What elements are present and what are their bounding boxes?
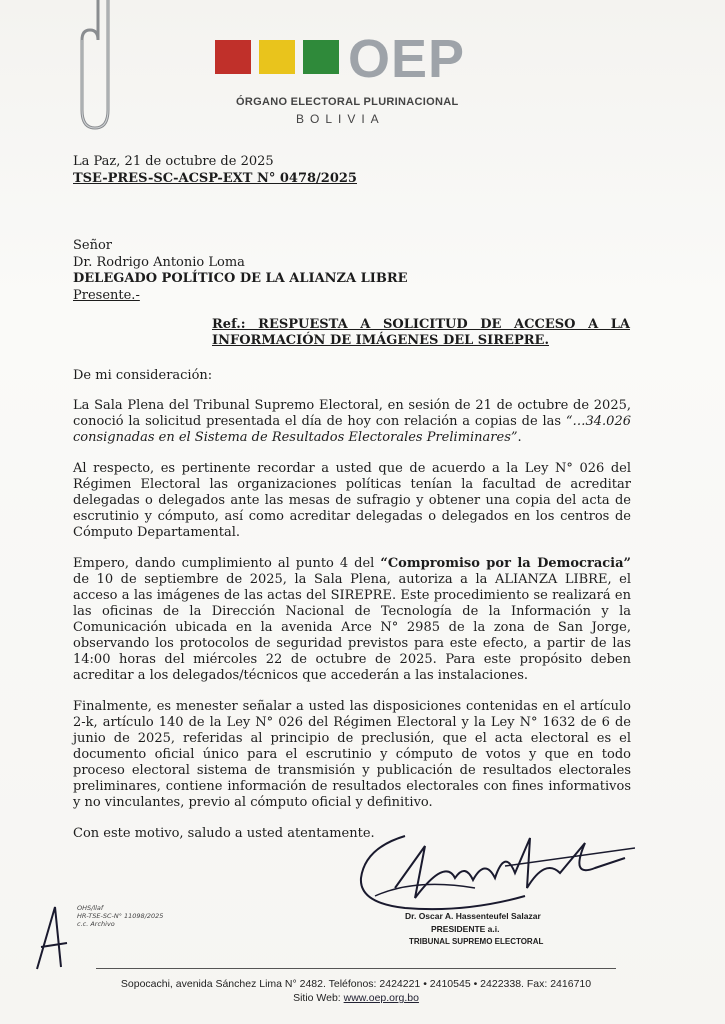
subject-reference [212, 317, 630, 349]
paper-clip-icon [78, 0, 124, 132]
recipient-name: Dr. Rodrigo Antonio Loma [73, 255, 245, 270]
greeting: De mi consideración: [73, 368, 213, 383]
signatory-role: PRESIDENTE a.i. [431, 924, 500, 934]
presente-label: Presente.- [73, 288, 140, 303]
logo-green-square [303, 40, 339, 74]
oep-logo [215, 29, 505, 89]
logo-yellow-square [259, 40, 295, 74]
handwritten-signature [355, 818, 635, 918]
paragraph-3-text: Empero, dando cumplimiento al punto 4 del [73, 556, 381, 571]
salutation-title: Señor [73, 238, 113, 253]
website-link[interactable]: www.oep.org.bo [343, 992, 419, 1004]
cc-ref: c.c. Archivo [77, 920, 115, 928]
paragraph-4: Finalmente, es menester señalar a usted las disposiciones contenidas en el artículo 2-k, artículo 140 de la Ley N° 026 del Régimen Electoral y la Ley N° 1632 de 6 de junio de 2025, referidas al principio de preclusión, que el acta electoral es el documento oficial único para el escrutinio y cómputo de votos y que en todo proceso electoral sistema de transmisión y publicación de resultados electorales preliminares, contiene información de resultados electorales con fines informativos y no vinculantes, previo al cómputo oficial y definitivo. [73, 699, 631, 810]
website-label: Sitio Web: [293, 992, 344, 1004]
footer-divider [96, 968, 616, 969]
hr-ref: HR-TSE-SC-N° 11098/2025 [77, 912, 164, 920]
country-name: BOLIVIA [296, 112, 385, 126]
paragraph-1-text: La Sala Plena del Tribunal Supremo Electoral, en sesión de 21 de octubre de 2025, conoció la solicitud presentada el día de hoy con relación a copias de las [73, 398, 631, 429]
subject-line-1: Ref.: RESPUESTA A SOLICITUD DE ACCESO A LA [212, 317, 630, 332]
reference-code: TSE-PRES-SC-ACSP-EXT N° 0478/2025 [73, 171, 357, 186]
organization-name: ÓRGANO ELECTORAL PLURINACIONAL [236, 96, 459, 108]
handwritten-initial-mark [33, 903, 69, 973]
footer-website [96, 992, 616, 1004]
logo-text: OEP [348, 29, 466, 89]
paragraph-3-quote: “Compromiso por la Democracia” [380, 556, 631, 571]
paragraph-3-rest: de 10 de septiembre de 2025, la Sala Plena, autoriza a la ALIANZA LIBRE, el acceso a las imágenes de las actas del SIREPRE. Este procedimiento se realizará en las oficinas de la Dirección Nacional de Tecnología de la Información y la Comunicación ubicada en la avenida Arce N° 2985 de la zona de San Jorge, observando los protocolos de seguridad previstos para este efecto, a partir de las 14:00 horas del miércoles 22 de octubre de 2025. Para este propósito deben acreditar a los delegados/técnicos que accederán a las instalaciones. [73, 572, 631, 683]
subject-line-2: INFORMACIÓN DE IMÁGENES DEL SIREPRE. [212, 333, 549, 348]
place-date: La Paz, 21 de octubre de 2025 [73, 154, 274, 169]
recipient-role: DELEGADO POLÍTICO DE LA ALIANZA LIBRE [73, 271, 408, 286]
paragraph-1-quote: “…34.026 consignadas en el Sistema de Resultados Electorales Preliminares” [73, 414, 631, 445]
logo-red-square [215, 40, 251, 74]
paragraph-1 [73, 398, 631, 446]
closing: Con este motivo, saludo a usted atentamente. [73, 826, 375, 841]
footer-address: Sopocachi, avenida Sánchez Lima N° 2482. Teléfonos: 2424221 • 2410545 • 2422338. Fax: 2416710 [120, 978, 592, 990]
paragraph-2: Al respecto, es pertinente recordar a usted que de acuerdo a la Ley N° 026 del Régimen Electoral las organizaciones políticas tenían la facultad de acreditar delegadas o delegados ante las mesas de sufragio y obtener una copia del acta de escrutinio y cómputo, así como acreditar delegadas o delegados en los centros de Cómputo Departamental. [73, 461, 631, 540]
paragraph-1-end: . [517, 430, 522, 445]
signatory-name: Dr. Oscar A. Hassenteufel Salazar [405, 911, 541, 921]
initials-ref: OHS/llaf [77, 904, 104, 912]
signatory-institution: TRIBUNAL SUPREMO ELECTORAL [409, 937, 544, 946]
paragraph-3 [73, 556, 631, 684]
